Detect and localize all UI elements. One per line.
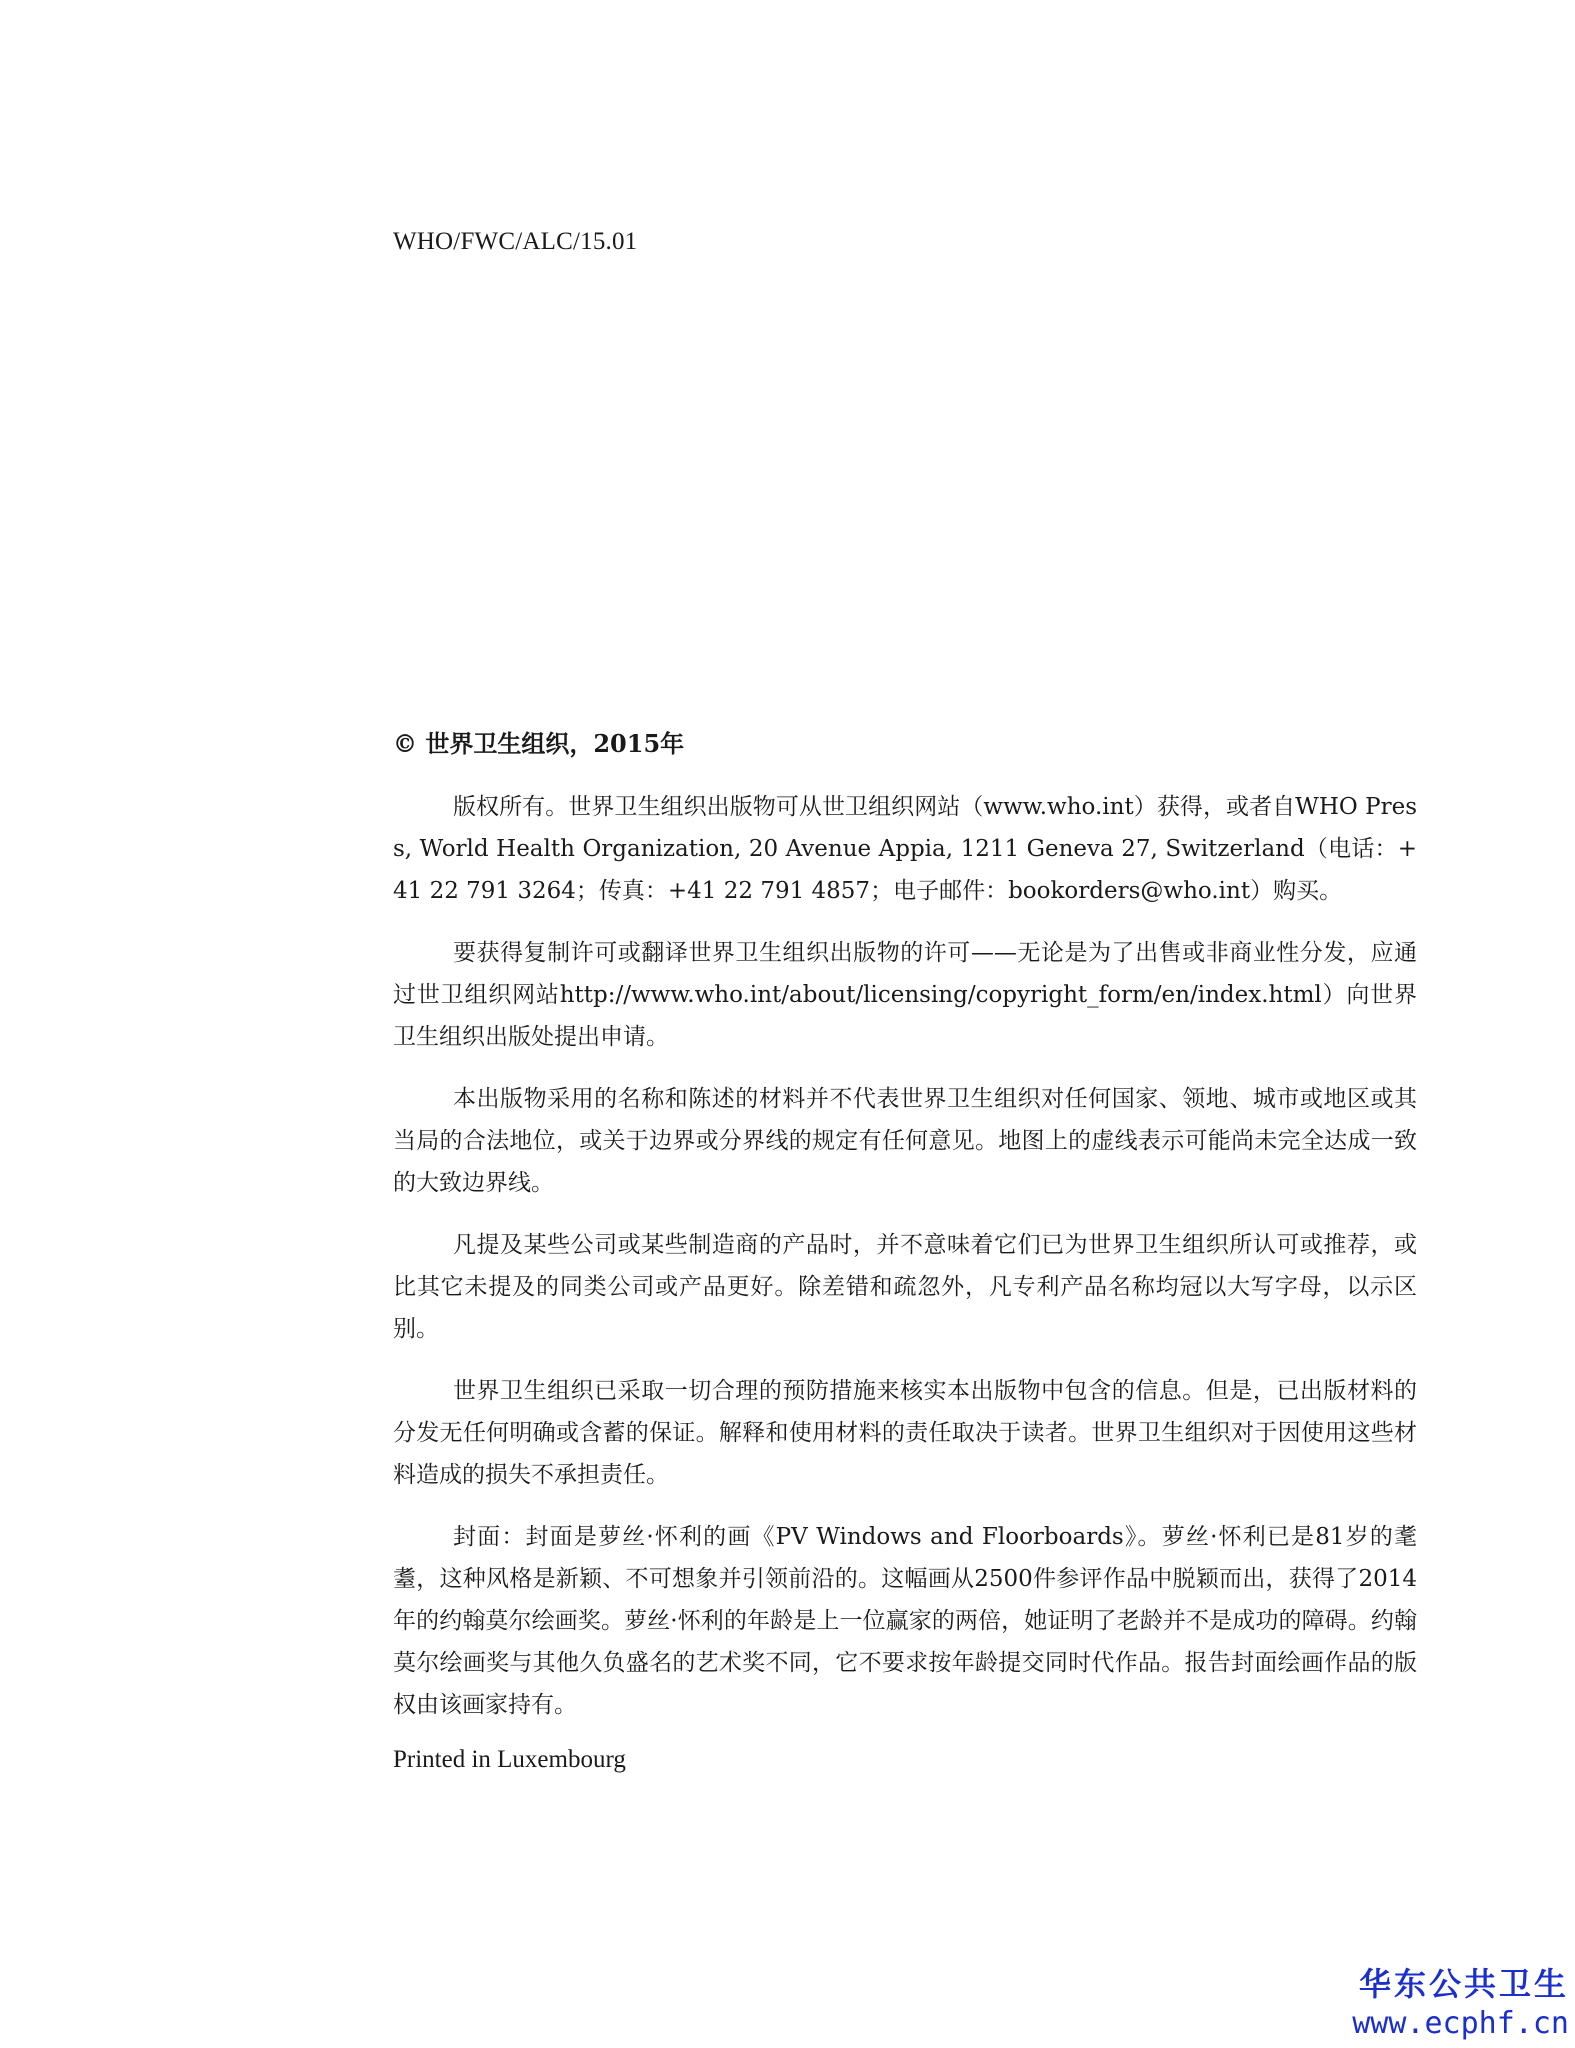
printed-in: Printed in Luxembourg	[393, 1746, 626, 1773]
paragraph-designations: 本出版物采用的名称和陈述的材料并不代表世界卫生组织对任何国家、领地、城市或地区或其当局的合法地位，或关于边界或分界线的规定有任何意见。地图上的虚线表示可能尚未完全达成一致的大致边界线。	[393, 1086, 1417, 1196]
watermark-title: 华东公共卫生	[1358, 1965, 1569, 2003]
watermark-url: www.ecphf.cn	[1352, 2006, 1569, 2041]
paragraph-permissions: 要获得复制许可或翻译世界卫生组织出版物的许可——无论是为了出售或非商业性分发，应通过世卫组织网站http://www.who.int/about/licensing/copyright_form/en/index.html）向世界卫生组织出版处提出申请。	[393, 940, 1417, 1050]
copyright-page-body	[393, 726, 1417, 1774]
watermark-logo	[1352, 1964, 1569, 2044]
paragraph-rights: 版权所有。世界卫生组织出版物可从世卫组织网站（www.who.int）获得，或者自WHO Press, World Health Organization, 20 Avenue Appia, 1211 Geneva 27, Switzerland（电话：+41 22 791 3264；传真：+41 22 791 4857；电子邮件：bookorders@who.int）购买。	[393, 794, 1417, 904]
paragraph-products: 凡提及某些公司或某些制造商的产品时，并不意味着它们已为世界卫生组织所认可或推荐，或比其它未提及的同类公司或产品更好。除差错和疏忽外，凡专利产品名称均冠以大写字母，以示区别。	[393, 1232, 1417, 1342]
paragraph-cover: 封面：封面是萝丝·怀利的画《PV Windows and Floorboards》。萝丝·怀利已是81岁的耄耋，这种风格是新颖、不可想象并引领前沿的。这幅画从2500件参评作品中脱颖而出，获得了2014年的约翰莫尔绘画奖。萝丝·怀利的年龄是上一位赢家的两倍，她证明了老龄并不是成功的障碍。约翰莫尔绘画奖与其他久负盛名的艺术奖不同，它不要求按年龄提交同时代作品。报告封面绘画作品的版权由该画家持有。	[393, 1524, 1417, 1718]
paragraph-disclaimer: 世界卫生组织已采取一切合理的预防措施来核实本出版物中包含的信息。但是，已出版材料的分发无任何明确或含蓄的保证。解释和使用材料的责任取决于读者。世界卫生组织对于因使用这些材料造成的损失不承担责任。	[393, 1378, 1417, 1488]
document-code: WHO/FWC/ALC/15.01	[393, 228, 638, 255]
copyright-heading: © 世界卫生组织，2015年	[393, 729, 685, 758]
